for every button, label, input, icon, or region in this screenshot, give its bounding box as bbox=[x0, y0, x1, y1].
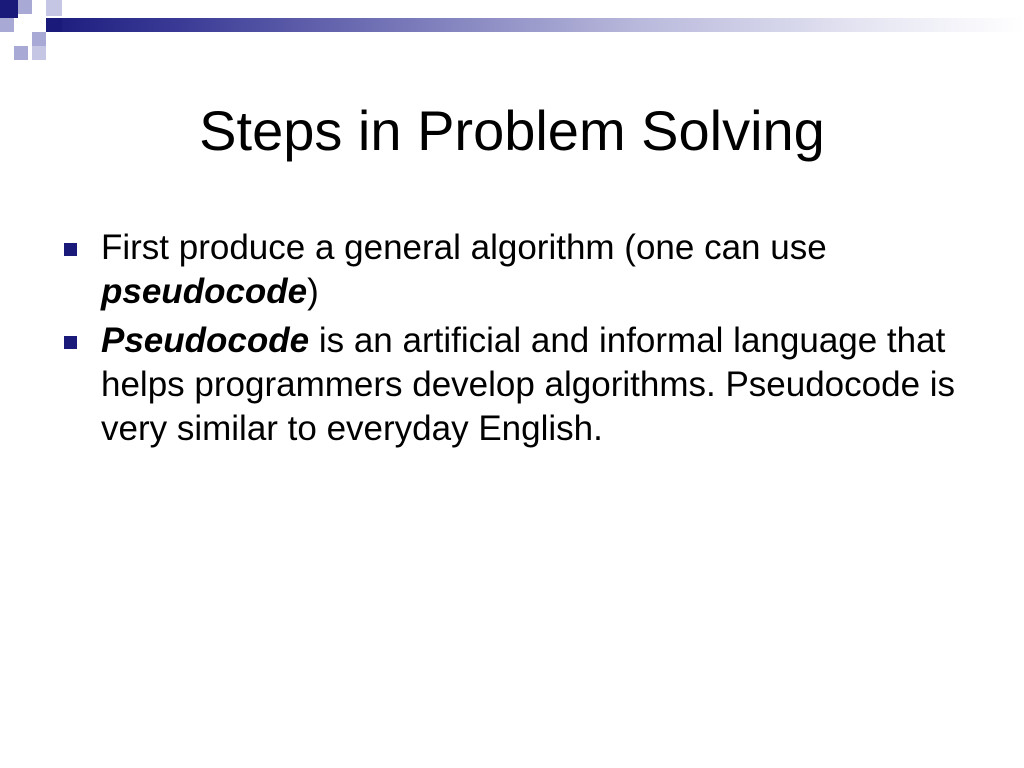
bullet-text: ) bbox=[307, 272, 319, 311]
corner-decoration-square bbox=[18, 0, 32, 14]
corner-decoration-square bbox=[32, 46, 46, 60]
square-bullet-icon bbox=[64, 336, 77, 349]
bullet-text: is an artificial and informal language that helps programmers develop algorithms. Pseudocode is very similar to everyday English. bbox=[101, 321, 956, 448]
bullet-emphasis: Pseudocode bbox=[101, 321, 310, 360]
bullet-list bbox=[64, 226, 964, 456]
corner-decoration-square bbox=[46, 0, 62, 16]
header-gradient-bar bbox=[62, 18, 1024, 32]
bullet-item bbox=[64, 226, 964, 314]
corner-decoration-square bbox=[0, 18, 14, 32]
square-bullet-icon bbox=[64, 243, 77, 256]
corner-decoration-square bbox=[32, 32, 46, 46]
corner-decoration-square bbox=[0, 0, 18, 18]
bullet-item bbox=[64, 319, 964, 451]
corner-decoration-square bbox=[46, 18, 62, 32]
corner-decoration-square bbox=[14, 46, 28, 60]
bullet-text: First produce a general algorithm (one can use bbox=[101, 228, 827, 267]
slide-title: Steps in Problem Solving bbox=[199, 99, 825, 162]
bullet-emphasis: pseudocode bbox=[101, 272, 308, 311]
